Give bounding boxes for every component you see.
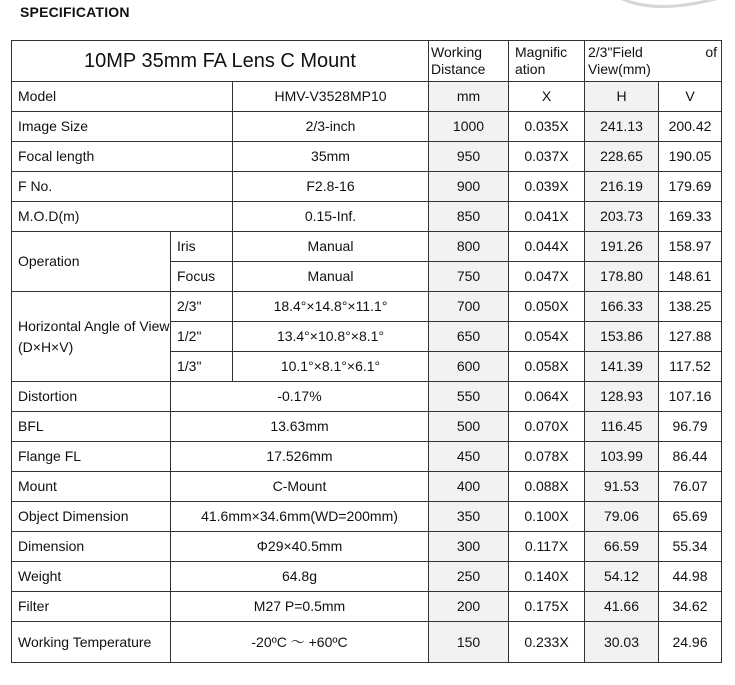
- table-row: [12, 292, 722, 322]
- mag-cell: 0.088X: [509, 472, 585, 502]
- table-row: [12, 82, 722, 112]
- spec-label: Flange FL: [12, 442, 171, 472]
- fov-header-part2: of: [705, 44, 717, 60]
- spec-label: Filter: [12, 592, 171, 622]
- table-row: [12, 412, 722, 442]
- spec-label: Mount: [12, 472, 171, 502]
- wd-cell: 400: [429, 472, 509, 502]
- wd-cell: 350: [429, 502, 509, 532]
- spec-heading: SPECIFICATION: [20, 4, 130, 20]
- h-cell: 153.86: [585, 322, 659, 352]
- v-cell: 148.61: [659, 262, 722, 292]
- unit-x: X: [509, 82, 585, 112]
- spec-label: Horizontal Angle of View (D×H×V): [12, 292, 171, 382]
- spec-label: Model: [12, 82, 233, 112]
- table-row: [12, 232, 722, 262]
- spec-sublabel: 1/3": [171, 352, 233, 382]
- unit-mm: mm: [429, 82, 509, 112]
- wd-cell: 800: [429, 232, 509, 262]
- h-cell: 191.26: [585, 232, 659, 262]
- spec-label: Object Dimension: [12, 502, 171, 532]
- wd-cell: 850: [429, 202, 509, 232]
- fov-header-part3: View(mm): [588, 61, 651, 77]
- spec-sublabel: 2/3": [171, 292, 233, 322]
- wd-cell: 700: [429, 292, 509, 322]
- v-cell: 44.98: [659, 562, 722, 592]
- h-cell: 241.13: [585, 112, 659, 142]
- wd-cell: 300: [429, 532, 509, 562]
- spec-value: 0.15-Inf.: [233, 202, 429, 232]
- mag-cell: 0.140X: [509, 562, 585, 592]
- wd-cell: 650: [429, 322, 509, 352]
- table-row: [12, 142, 722, 172]
- spec-value: Manual: [233, 262, 429, 292]
- product-name: 10MP 35mm FA Lens C Mount: [12, 41, 429, 82]
- header-row: [12, 41, 722, 82]
- spec-value: 17.526mm: [171, 442, 429, 472]
- spec-sublabel: Iris: [171, 232, 233, 262]
- spec-label: Distortion: [12, 382, 171, 412]
- spec-value: 13.63mm: [171, 412, 429, 442]
- mag-cell: 0.175X: [509, 592, 585, 622]
- spec-sublabel: Focus: [171, 262, 233, 292]
- spec-value: 10.1°×8.1°×6.1°: [233, 352, 429, 382]
- h-cell: 128.93: [585, 382, 659, 412]
- spec-label: Focal length: [12, 142, 233, 172]
- wd-cell: 200: [429, 592, 509, 622]
- mag-cell: 0.233X: [509, 622, 585, 663]
- wd-cell: 500: [429, 412, 509, 442]
- mag-cell: 0.041X: [509, 202, 585, 232]
- h-cell: 30.03: [585, 622, 659, 663]
- mag-cell: 0.039X: [509, 172, 585, 202]
- mag-cell: 0.054X: [509, 322, 585, 352]
- h-cell: 166.33: [585, 292, 659, 322]
- h-cell: 178.80: [585, 262, 659, 292]
- h-cell: 203.73: [585, 202, 659, 232]
- table-row: [12, 172, 722, 202]
- table-row: [12, 112, 722, 142]
- v-cell: 190.05: [659, 142, 722, 172]
- h-cell: 91.53: [585, 472, 659, 502]
- spec-table: [11, 40, 722, 663]
- unit-v: V: [659, 82, 722, 112]
- table-row: [12, 472, 722, 502]
- spec-value: 41.6mm×34.6mm(WD=200mm): [171, 502, 429, 532]
- wd-cell: 600: [429, 352, 509, 382]
- spec-label: M.O.D(m): [12, 202, 233, 232]
- mag-cell: 0.058X: [509, 352, 585, 382]
- v-cell: 200.42: [659, 112, 722, 142]
- h-cell: 141.39: [585, 352, 659, 382]
- spec-value: 13.4°×10.8°×8.1°: [233, 322, 429, 352]
- spec-value: C-Mount: [171, 472, 429, 502]
- table-row: [12, 592, 722, 622]
- mag-cell: 0.044X: [509, 232, 585, 262]
- table-row: [12, 202, 722, 232]
- spec-value: M27 P=0.5mm: [171, 592, 429, 622]
- v-cell: 117.52: [659, 352, 722, 382]
- spec-value: -0.17%: [171, 382, 429, 412]
- magnification-header: Magnific ation: [509, 41, 585, 82]
- mag-cell: 0.050X: [509, 292, 585, 322]
- h-cell: 66.59: [585, 532, 659, 562]
- table-row: [12, 562, 722, 592]
- unit-h: H: [585, 82, 659, 112]
- spec-label: Working Temperature: [12, 622, 171, 663]
- working-distance-header: Working Distance: [429, 41, 509, 82]
- h-cell: 79.06: [585, 502, 659, 532]
- mag-cell: 0.070X: [509, 412, 585, 442]
- spec-value: 64.8g: [171, 562, 429, 592]
- v-cell: 169.33: [659, 202, 722, 232]
- mag-cell: 0.047X: [509, 262, 585, 292]
- v-cell: 55.34: [659, 532, 722, 562]
- spec-value: Φ29×40.5mm: [171, 532, 429, 562]
- spec-label: Weight: [12, 562, 171, 592]
- table-row: [12, 442, 722, 472]
- table-row: [12, 502, 722, 532]
- v-cell: 76.07: [659, 472, 722, 502]
- table-row: [12, 622, 722, 663]
- spec-value: HMV-V3528MP10: [233, 82, 429, 112]
- wd-cell: 750: [429, 262, 509, 292]
- decorative-arc: [618, 0, 728, 14]
- h-cell: 228.65: [585, 142, 659, 172]
- h-cell: 54.12: [585, 562, 659, 592]
- v-cell: 138.25: [659, 292, 722, 322]
- table-row: [12, 532, 722, 562]
- v-cell: 107.16: [659, 382, 722, 412]
- wd-cell: 1000: [429, 112, 509, 142]
- h-cell: 41.66: [585, 592, 659, 622]
- spec-sublabel: 1/2": [171, 322, 233, 352]
- v-cell: 86.44: [659, 442, 722, 472]
- spec-label: Operation: [12, 232, 171, 292]
- mag-cell: 0.064X: [509, 382, 585, 412]
- wd-cell: 550: [429, 382, 509, 412]
- spec-value: 18.4°×14.8°×11.1°: [233, 292, 429, 322]
- spec-value: 2/3-inch: [233, 112, 429, 142]
- mag-cell: 0.078X: [509, 442, 585, 472]
- spec-label: Dimension: [12, 532, 171, 562]
- h-cell: 116.45: [585, 412, 659, 442]
- spec-value: F2.8-16: [233, 172, 429, 202]
- spec-value: 35mm: [233, 142, 429, 172]
- wd-cell: 900: [429, 172, 509, 202]
- v-cell: 24.96: [659, 622, 722, 663]
- wd-cell: 250: [429, 562, 509, 592]
- spec-value: -20ºC ～ +60ºC: [171, 622, 429, 663]
- wd-cell: 950: [429, 142, 509, 172]
- spec-label: F No.: [12, 172, 233, 202]
- mag-cell: 0.100X: [509, 502, 585, 532]
- fov-header-part1: 2/3"Field: [588, 44, 643, 60]
- mag-cell: 0.117X: [509, 532, 585, 562]
- v-cell: 34.62: [659, 592, 722, 622]
- v-cell: 179.69: [659, 172, 722, 202]
- spec-value: Manual: [233, 232, 429, 262]
- v-cell: 96.79: [659, 412, 722, 442]
- h-cell: 103.99: [585, 442, 659, 472]
- h-cell: 216.19: [585, 172, 659, 202]
- spec-label: Image Size: [12, 112, 233, 142]
- wd-cell: 450: [429, 442, 509, 472]
- v-cell: 158.97: [659, 232, 722, 262]
- v-cell: 127.88: [659, 322, 722, 352]
- table-row: [12, 382, 722, 412]
- spec-label: BFL: [12, 412, 171, 442]
- mag-cell: 0.037X: [509, 142, 585, 172]
- field-of-view-header: [585, 41, 722, 82]
- wd-cell: 150: [429, 622, 509, 663]
- v-cell: 65.69: [659, 502, 722, 532]
- mag-cell: 0.035X: [509, 112, 585, 142]
